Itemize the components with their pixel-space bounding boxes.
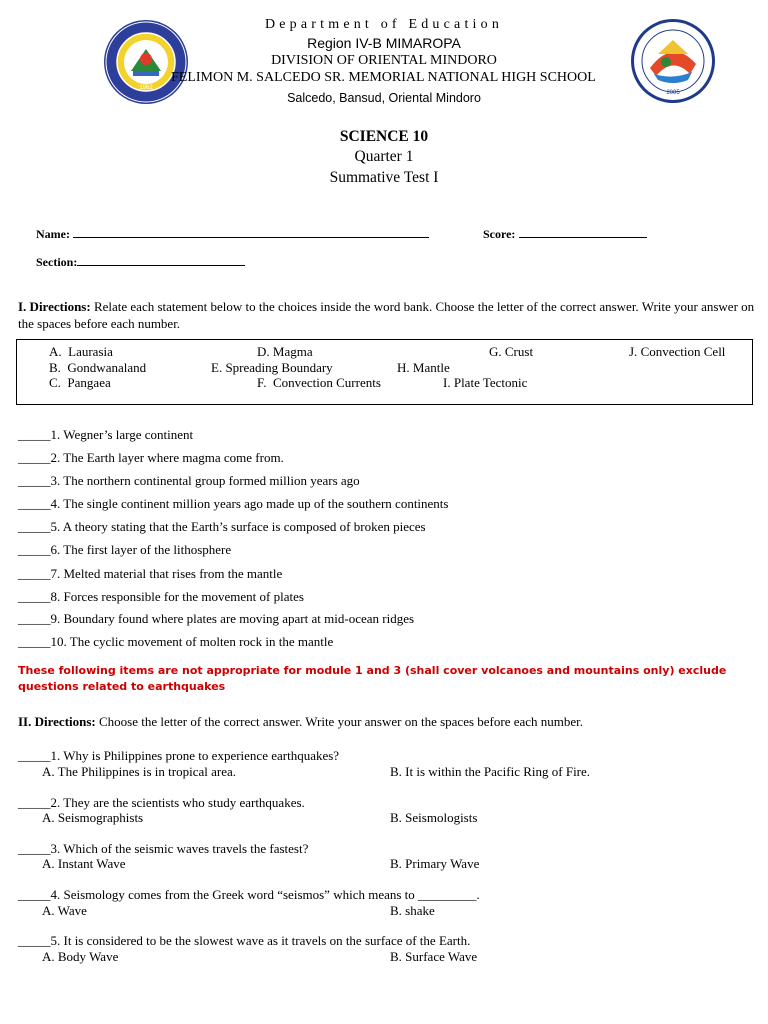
region-name: Region IV-B MIMAROPA <box>307 35 461 51</box>
part2-q5-option-a: A. Body Wave <box>42 949 119 964</box>
part1-item-4: _____4. The single continent million years ago made up of the southern continents <box>18 496 449 511</box>
school-address: Salcedo, Bansud, Oriental Mindoro <box>287 91 481 105</box>
part1-item-8: _____8. Forces responsible for the movement of plates <box>18 589 304 604</box>
left-seal-year: 1962 <box>139 85 153 91</box>
part2-q1-option-a: A. The Philippines is in tropical area. <box>42 764 236 779</box>
part1-item-10: _____10. The cyclic movement of molten rock in the mantle <box>18 634 334 649</box>
part1-item-9: _____9. Boundary found where plates are moving apart at mid-ocean ridges <box>18 611 415 626</box>
part2-q2-option-b: B. Seismologists <box>390 810 478 825</box>
part1-item-3: _____3. The northern continental group formed million years ago <box>18 473 360 488</box>
part2-directions-text: Choose the letter of the correct answer. Write your answer on the spaces before each number. <box>99 714 584 729</box>
part1-item-5: _____5. A theory stating that the Earth’s surface is composed of broken pieces <box>18 519 426 534</box>
word-bank-e: E. Spreading Boundary <box>211 360 333 375</box>
school-name: FELIMON M. SALCEDO SR. MEMORIAL NATIONAL HIGH SCHOOL <box>171 70 596 85</box>
part1-item-7: _____7. Melted material that rises from the mantle <box>18 566 283 581</box>
part2-q2-option-a: A. Seismographists <box>42 810 144 825</box>
part2-q4-option-a: A. Wave <box>42 903 87 918</box>
quarter-title: Quarter 1 <box>354 148 414 165</box>
test-title: Summative Test I <box>329 169 439 186</box>
part2-question-2: _____2. They are the scientists who study earthquakes. <box>18 795 305 810</box>
part1-directions-text: Relate each statement below to the choices inside the word bank. Choose the letter of the correct answer. Write your answer on the spaces before each number. <box>18 299 755 331</box>
part2-directions-label: II. Directions: <box>18 714 96 729</box>
right-seal-year: 2005 <box>666 90 680 96</box>
word-bank-c: C. Pangaea <box>49 375 111 390</box>
section-label: Section: <box>36 255 78 269</box>
part2-q3-option-b: B. Primary Wave <box>390 856 480 871</box>
part2-question-1: _____1. Why is Philippines prone to experience earthquakes? <box>18 748 340 763</box>
subject-title: SCIENCE 10 <box>339 128 429 145</box>
word-bank-j: J. Convection Cell <box>629 344 726 359</box>
word-bank-i: I. Plate Tectonic <box>443 375 528 390</box>
word-bank-h: H. Mantle <box>397 360 450 375</box>
part1-directions-label: I. Directions: <box>18 299 91 314</box>
part2-q4-option-b: B. shake <box>390 903 435 918</box>
section-blank[interactable] <box>77 254 245 266</box>
score-blank[interactable] <box>519 226 647 238</box>
part1-item-1: _____1. Wegner’s large continent <box>18 427 194 442</box>
reviewer-note: These following items are not appropriate for module 1 and 3 (shall cover volcanoes and mountains only) exclude questions related to earthquakes <box>18 664 727 693</box>
word-bank-f: F. Convection Currents <box>257 375 381 390</box>
part1-item-6: _____6. The first layer of the lithosphere <box>18 542 232 557</box>
part1-directions <box>18 298 758 332</box>
part2-directions <box>18 713 758 730</box>
word-bank <box>16 339 753 405</box>
part2-q1-option-b: B. It is within the Pacific Ring of Fire. <box>390 764 591 779</box>
name-blank[interactable] <box>73 226 429 238</box>
name-label: Name: <box>36 227 70 241</box>
part2-q5-option-b: B. Surface Wave <box>390 949 478 964</box>
word-bank-g: G. Crust <box>489 344 534 359</box>
word-bank-d: D. Magma <box>257 344 313 359</box>
part2-q3-option-a: A. Instant Wave <box>42 856 126 871</box>
part2-question-5: _____5. It is considered to be the slowest wave as it travels on the surface of the Earth. <box>18 933 471 948</box>
name-field <box>36 226 429 242</box>
word-bank-a: A. Laurasia <box>49 344 113 359</box>
part2-question-3: _____3. Which of the seismic waves travels the fastest? <box>18 841 309 856</box>
part1-item-2: _____2. The Earth layer where magma come from. <box>18 450 284 465</box>
word-bank-b: B. Gondwanaland <box>49 360 147 375</box>
part2-question-4: _____4. Seismology comes from the Greek word “seismos” which means to _________. <box>18 887 480 902</box>
division-name: DIVISION OF ORIENTAL MINDORO <box>271 53 497 68</box>
score-field <box>483 226 647 242</box>
section-field <box>36 254 245 270</box>
score-label: Score: <box>483 227 516 241</box>
department-name: Department of Education <box>264 17 504 32</box>
